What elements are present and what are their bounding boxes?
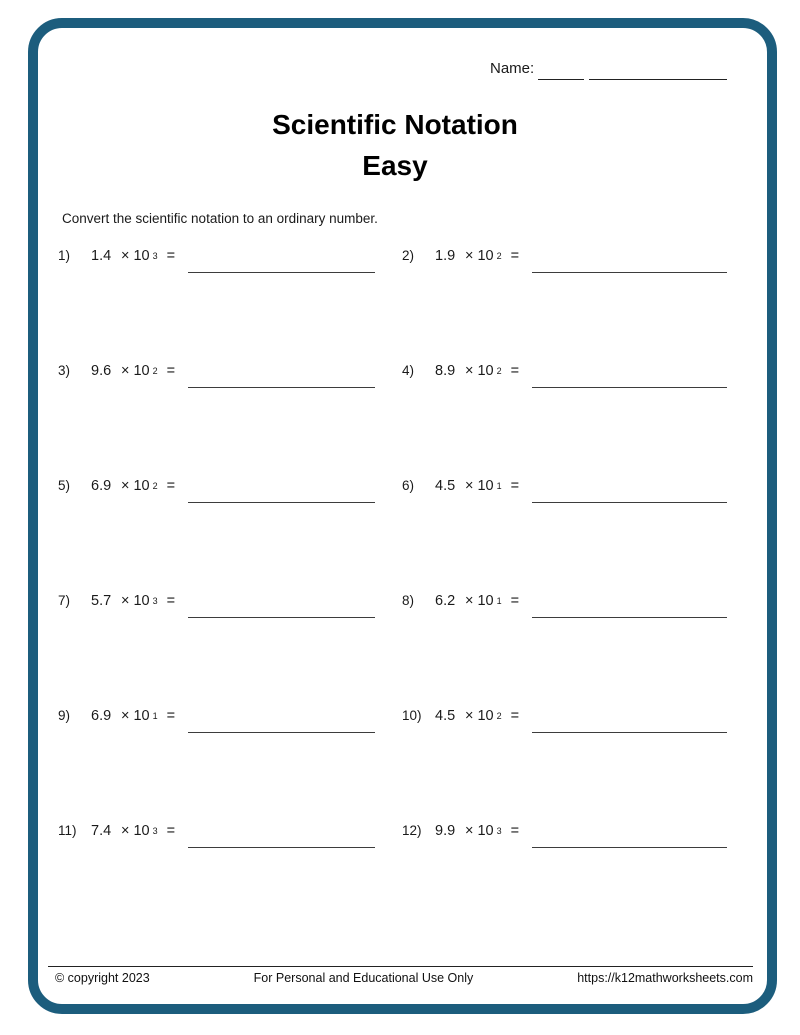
exponent: 2 <box>496 366 502 376</box>
exponent: 2 <box>152 481 158 491</box>
exponent: 3 <box>152 251 158 261</box>
coefficient: 6.2 <box>435 593 456 609</box>
exponent: 2 <box>496 711 502 721</box>
exponent: 1 <box>496 596 502 606</box>
problem-number: 7) <box>58 593 71 608</box>
problem-item <box>58 706 375 726</box>
answer-blank[interactable] <box>532 260 727 273</box>
equals-sign: = <box>510 708 520 724</box>
problem-item <box>58 476 375 496</box>
problem-item <box>58 246 375 266</box>
name-row <box>490 58 727 80</box>
name-blank[interactable] <box>589 61 727 80</box>
website-link[interactable]: https://k12mathworksheets.com <box>577 971 753 985</box>
problem-item <box>402 476 727 496</box>
times-ten: × 10 <box>121 593 150 609</box>
instruction-text: Convert the scientific notation to an ordinary number. <box>62 211 378 226</box>
problem-number: 5) <box>58 478 71 493</box>
answer-blank[interactable] <box>188 605 375 618</box>
footer <box>55 971 753 985</box>
exponent: 2 <box>496 251 502 261</box>
answer-blank[interactable] <box>532 605 727 618</box>
title-line2: Easy <box>362 150 428 181</box>
coefficient: 5.7 <box>91 593 112 609</box>
times-ten: × 10 <box>121 823 150 839</box>
coefficient: 6.9 <box>91 708 112 724</box>
name-label: Name: <box>490 60 535 77</box>
exponent: 1 <box>496 481 502 491</box>
times-ten: × 10 <box>465 248 494 264</box>
equals-sign: = <box>166 823 176 839</box>
problem-number: 4) <box>402 363 415 378</box>
name-blank-segment[interactable] <box>538 61 584 80</box>
answer-blank[interactable] <box>188 720 375 733</box>
coefficient: 4.5 <box>435 708 456 724</box>
problem-item <box>58 821 375 841</box>
coefficient: 4.5 <box>435 478 456 494</box>
times-ten: × 10 <box>465 363 494 379</box>
answer-blank[interactable] <box>532 835 727 848</box>
problem-number: 10) <box>402 708 422 723</box>
footer-divider <box>48 966 753 967</box>
problem-number: 8) <box>402 593 415 608</box>
problem-item <box>402 361 727 381</box>
exponent: 3 <box>152 596 158 606</box>
equals-sign: = <box>510 478 520 494</box>
times-ten: × 10 <box>465 708 494 724</box>
usage-text: For Personal and Educational Use Only <box>253 971 474 985</box>
equals-sign: = <box>510 248 520 264</box>
problems-grid <box>58 246 727 841</box>
equals-sign: = <box>166 248 176 264</box>
answer-blank[interactable] <box>532 720 727 733</box>
times-ten: × 10 <box>121 248 150 264</box>
problem-item <box>58 361 375 381</box>
equals-sign: = <box>510 363 520 379</box>
exponent: 1 <box>152 711 158 721</box>
answer-blank[interactable] <box>532 490 727 503</box>
equals-sign: = <box>166 593 176 609</box>
problem-number: 3) <box>58 363 71 378</box>
problem-number: 11) <box>58 823 77 838</box>
problem-item <box>402 591 727 611</box>
times-ten: × 10 <box>121 478 150 494</box>
problem-item <box>402 706 727 726</box>
answer-blank[interactable] <box>188 835 375 848</box>
copyright-text: © copyright 2023 <box>55 971 150 985</box>
coefficient: 7.4 <box>91 823 112 839</box>
equals-sign: = <box>510 823 520 839</box>
answer-blank[interactable] <box>188 490 375 503</box>
exponent: 2 <box>152 366 158 376</box>
exponent: 3 <box>152 826 158 836</box>
coefficient: 9.6 <box>91 363 112 379</box>
answer-blank[interactable] <box>188 375 375 388</box>
equals-sign: = <box>166 363 176 379</box>
times-ten: × 10 <box>121 363 150 379</box>
problem-number: 1) <box>58 248 71 263</box>
times-ten: × 10 <box>465 823 494 839</box>
equals-sign: = <box>510 593 520 609</box>
problem-number: 2) <box>402 248 415 263</box>
times-ten: × 10 <box>121 708 150 724</box>
exponent: 3 <box>496 826 502 836</box>
answer-blank[interactable] <box>532 375 727 388</box>
equals-sign: = <box>166 708 176 724</box>
equals-sign: = <box>166 478 176 494</box>
times-ten: × 10 <box>465 478 494 494</box>
coefficient: 8.9 <box>435 363 456 379</box>
answer-blank[interactable] <box>188 260 375 273</box>
coefficient: 6.9 <box>91 478 112 494</box>
coefficient: 1.9 <box>435 248 456 264</box>
problem-number: 12) <box>402 823 422 838</box>
problem-item <box>58 591 375 611</box>
problem-item <box>402 821 727 841</box>
times-ten: × 10 <box>465 593 494 609</box>
coefficient: 1.4 <box>91 248 112 264</box>
title-line1: Scientific Notation <box>272 109 518 140</box>
problem-item <box>402 246 727 266</box>
problem-number: 6) <box>402 478 415 493</box>
problem-number: 9) <box>58 708 71 723</box>
coefficient: 9.9 <box>435 823 456 839</box>
page-title <box>0 104 790 186</box>
